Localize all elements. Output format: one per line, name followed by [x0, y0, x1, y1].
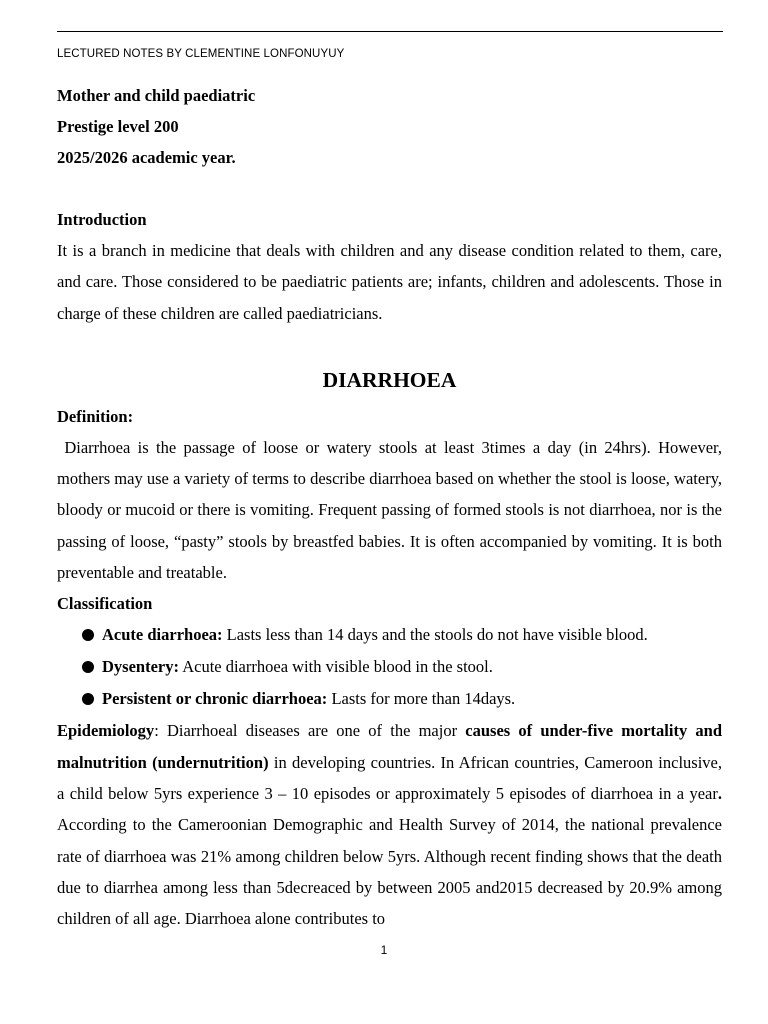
course-level: Prestige level 200: [57, 117, 179, 136]
list-item: [57, 683, 722, 715]
epidemiology-term: Epidemiology: [57, 721, 155, 741]
course-title: Mother and child paediatric: [57, 86, 256, 105]
document-body: [57, 80, 727, 934]
epidemiology-paragraph: [57, 715, 722, 934]
academic-year: 2025/2026 academic year.: [57, 148, 236, 167]
list-item: [57, 651, 722, 683]
epidemiology-text-3: According to the Cameroonian Demographic and Health Survey of 2014, the national prevalence rate of diarrhoea was 21% among children below 5yrs. Although recent finding shows that the death due to diarrhea among less than 5decreaced by between 2005 and2015 decreased by 20.9% among children of all age. Diarrhoea alone contributes to: [57, 815, 722, 929]
running-head: LECTURED NOTES BY CLEMENTINE LONFONUYUY: [57, 48, 345, 60]
header-rule: [57, 31, 723, 32]
epidemiology-emphasis-2: .: [717, 783, 722, 803]
epidemiology-emphasis-1: causes of under-five mortality and malnutrition (undernutrition): [57, 721, 722, 772]
epidemiology-text-1: : Diarrhoeal diseases are one of the major: [154, 721, 466, 741]
bullet-icon: [82, 661, 94, 673]
bullet-icon: [82, 693, 94, 705]
classification-term: Acute diarrhoea:: [102, 625, 223, 645]
section-title: DIARRHOEA: [322, 367, 457, 392]
introduction-heading: Introduction: [57, 210, 147, 229]
classification-term: Dysentery:: [102, 657, 179, 677]
definition-heading: Definition:: [57, 406, 134, 426]
classification-list: [57, 619, 722, 715]
course-info: [57, 80, 722, 173]
classification-text: Acute diarrhoea with visible blood in the stool.: [178, 657, 493, 677]
bullet-icon: [82, 629, 94, 641]
classification-term: Persistent or chronic diarrhoea:: [102, 689, 328, 709]
introduction-paragraph: It is a branch in medicine that deals with children and any disease condition related to them, care, and care. Those considered to be paediatric patients are; infants, children and adolescents. Those in charge of these children are called paediatricians.: [57, 241, 722, 323]
classification-text: Lasts less than 14 days and the stools do not have visible blood.: [222, 625, 648, 645]
classification-text: Lasts for more than 14days.: [327, 689, 516, 709]
epidemiology-text-2: in developing countries. In African countries, Cameroon inclusive, a child below 5yrs experience 3 – 10 episodes or approximately 5 episodes of diarrhoea in a year: [57, 752, 722, 803]
classification-heading: Classification: [57, 594, 153, 614]
page-number: 1: [380, 943, 388, 957]
list-item: [57, 619, 722, 651]
definition-paragraph: Diarrhoea is the passage of loose or watery stools at least 3times a day (in 24hrs). However, mothers may use a variety of terms to describe diarrhoea based on whether the stool is loose, watery, bloody or mucoid or there is vomiting. Frequent passing of formed stools is not diarrhoea, nor is the passing of loose, “pasty” stools by breastfed babies. It is often accompanied by vomiting. It is both preventable and treatable.: [57, 437, 727, 583]
